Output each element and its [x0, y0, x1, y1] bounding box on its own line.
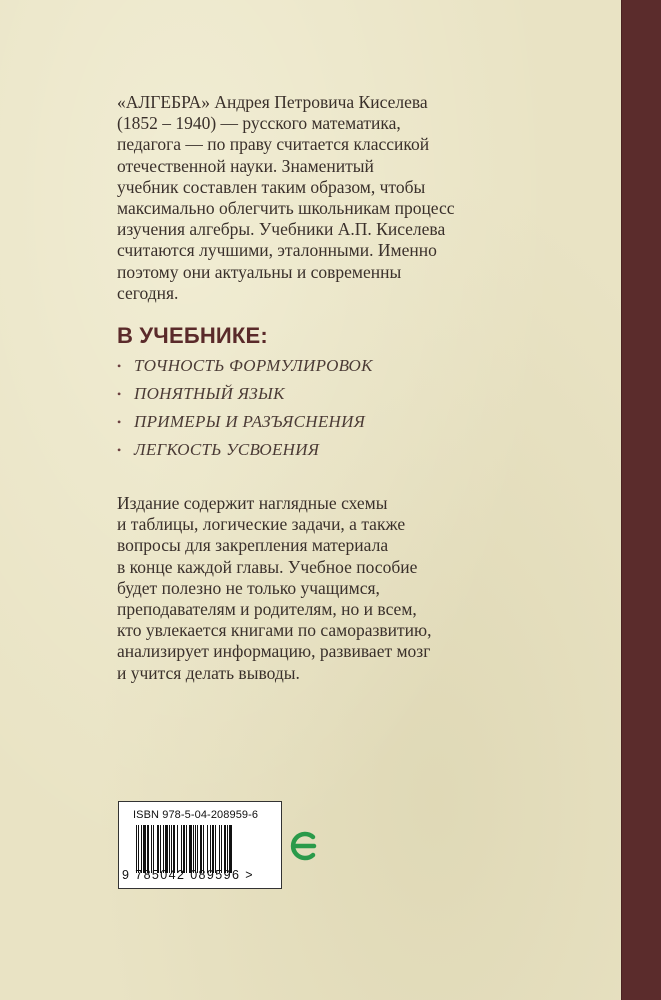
- description-line: и учится делать выводы.: [117, 662, 300, 683]
- intro-line: учебник составлен таким образом, чтобы: [117, 176, 426, 197]
- description-line: кто увлекается книгами по саморазвитию,: [117, 620, 432, 641]
- description-line: в конце каждой главы. Учебное пособие: [117, 556, 418, 577]
- description-line: будет полезно не только учащимся,: [117, 577, 380, 598]
- isbn-barcode: [118, 801, 282, 889]
- bullet-icon: •: [117, 415, 122, 429]
- feature-item: [117, 436, 373, 464]
- feature-label: ЛЕГКОСТЬ УСВОЕНИЯ: [134, 440, 320, 459]
- feature-label: ПОНЯТНЫЙ ЯЗЫК: [134, 384, 285, 403]
- feature-item: [117, 380, 373, 408]
- barcode-bars: [136, 825, 270, 873]
- bullet-icon: •: [117, 443, 122, 457]
- features-heading: В УЧЕБНИКЕ:: [117, 323, 268, 348]
- description-line: Издание содержит наглядные схемы: [117, 493, 388, 513]
- feature-label: ТОЧНОСТЬ ФОРМУЛИРОВОК: [134, 356, 373, 375]
- intro-line: максимально облегчить школьникам процесс: [117, 198, 455, 219]
- description-paragraph: [117, 493, 462, 684]
- barcode-digits: 9 785042 089596 >: [122, 868, 254, 882]
- intro-line: педагога — по праву считается классикой: [117, 134, 430, 155]
- description-line: и таблицы, логические задачи, а также: [117, 514, 406, 535]
- intro-line: поэтому они актуальны и современны: [117, 261, 402, 282]
- feature-item: [117, 352, 373, 380]
- intro-line: сегодня.: [117, 282, 179, 303]
- intro-line: (1852 – 1940) — русского математика,: [117, 113, 401, 134]
- feature-item: [117, 408, 373, 436]
- description-line: преподавателям и родителям, но и всем,: [117, 599, 417, 620]
- intro-paragraph: [117, 92, 462, 304]
- description-line: вопросы для закрепления материала: [117, 535, 389, 556]
- bullet-icon: •: [117, 359, 122, 373]
- intro-line: «АЛГЕБРА» Андрея Петровича Киселева: [117, 92, 428, 112]
- description-line: анализирует информацию, развивает мозг: [117, 641, 431, 662]
- eksmo-e-logo-icon: [288, 829, 318, 863]
- feature-label: ПРИМЕРЫ И РАЗЪЯСНЕНИЯ: [134, 412, 366, 431]
- features-list: [117, 352, 373, 464]
- intro-line: отечественной науки. Знаменитый: [117, 155, 374, 176]
- intro-line: считаются лучшими, эталонными. Именно: [117, 240, 437, 261]
- book-spine: [621, 0, 661, 1000]
- intro-line: изучения алгебры. Учебники А.П. Киселева: [117, 219, 446, 240]
- bullet-icon: •: [117, 387, 122, 401]
- isbn-label: ISBN 978-5-04-208959-6: [133, 809, 259, 821]
